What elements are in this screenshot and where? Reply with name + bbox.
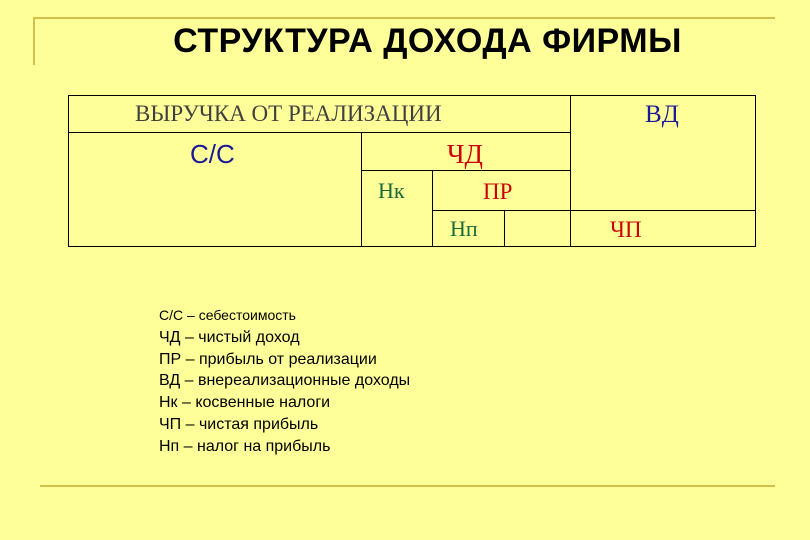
legend-abbr: ПР	[159, 350, 182, 368]
revenue-label: ВЫРУЧКА ОТ РЕАЛИЗАЦИИ	[135, 101, 442, 126]
legend-abbr: Нк	[159, 394, 178, 412]
legend	[159, 305, 410, 458]
page-title: СТРУКТУРА ДОХОДА ФИРМЫ	[173, 22, 682, 60]
indirect-taxes-label: Нк	[378, 178, 405, 203]
net-profit-label: ЧП	[610, 217, 642, 242]
legend-item	[159, 349, 410, 371]
legend-item	[159, 392, 410, 414]
legend-item	[159, 436, 410, 458]
legend-text: – налог на прибыль	[179, 437, 331, 455]
legend-text: – косвенные налоги	[177, 394, 331, 412]
legend-text: – внереализационные доходы	[180, 372, 411, 390]
legend-abbr: ЧП	[159, 415, 182, 433]
legend-text: – чистый доход	[180, 328, 300, 346]
legend-abbr: ВД	[159, 372, 181, 390]
legend-text: – чистая прибыль	[181, 415, 319, 433]
legend-abbr: ЧД	[159, 328, 181, 346]
non-operating-income-label: ВД	[645, 101, 680, 128]
legend-item	[159, 327, 410, 349]
legend-abbr: С/С	[159, 307, 184, 323]
legend-item	[159, 414, 410, 436]
legend-item	[159, 305, 410, 327]
legend-text: – себестоимость	[183, 307, 296, 323]
legend-item	[159, 370, 410, 392]
profit-tax-label: Нп	[450, 216, 478, 241]
legend-abbr: Нп	[159, 437, 180, 455]
net-income-label: ЧД	[447, 139, 483, 169]
operating-profit-label: ПР	[483, 179, 513, 204]
cost-label: С/С	[190, 139, 235, 169]
legend-text: – прибыль от реализации	[181, 350, 377, 368]
